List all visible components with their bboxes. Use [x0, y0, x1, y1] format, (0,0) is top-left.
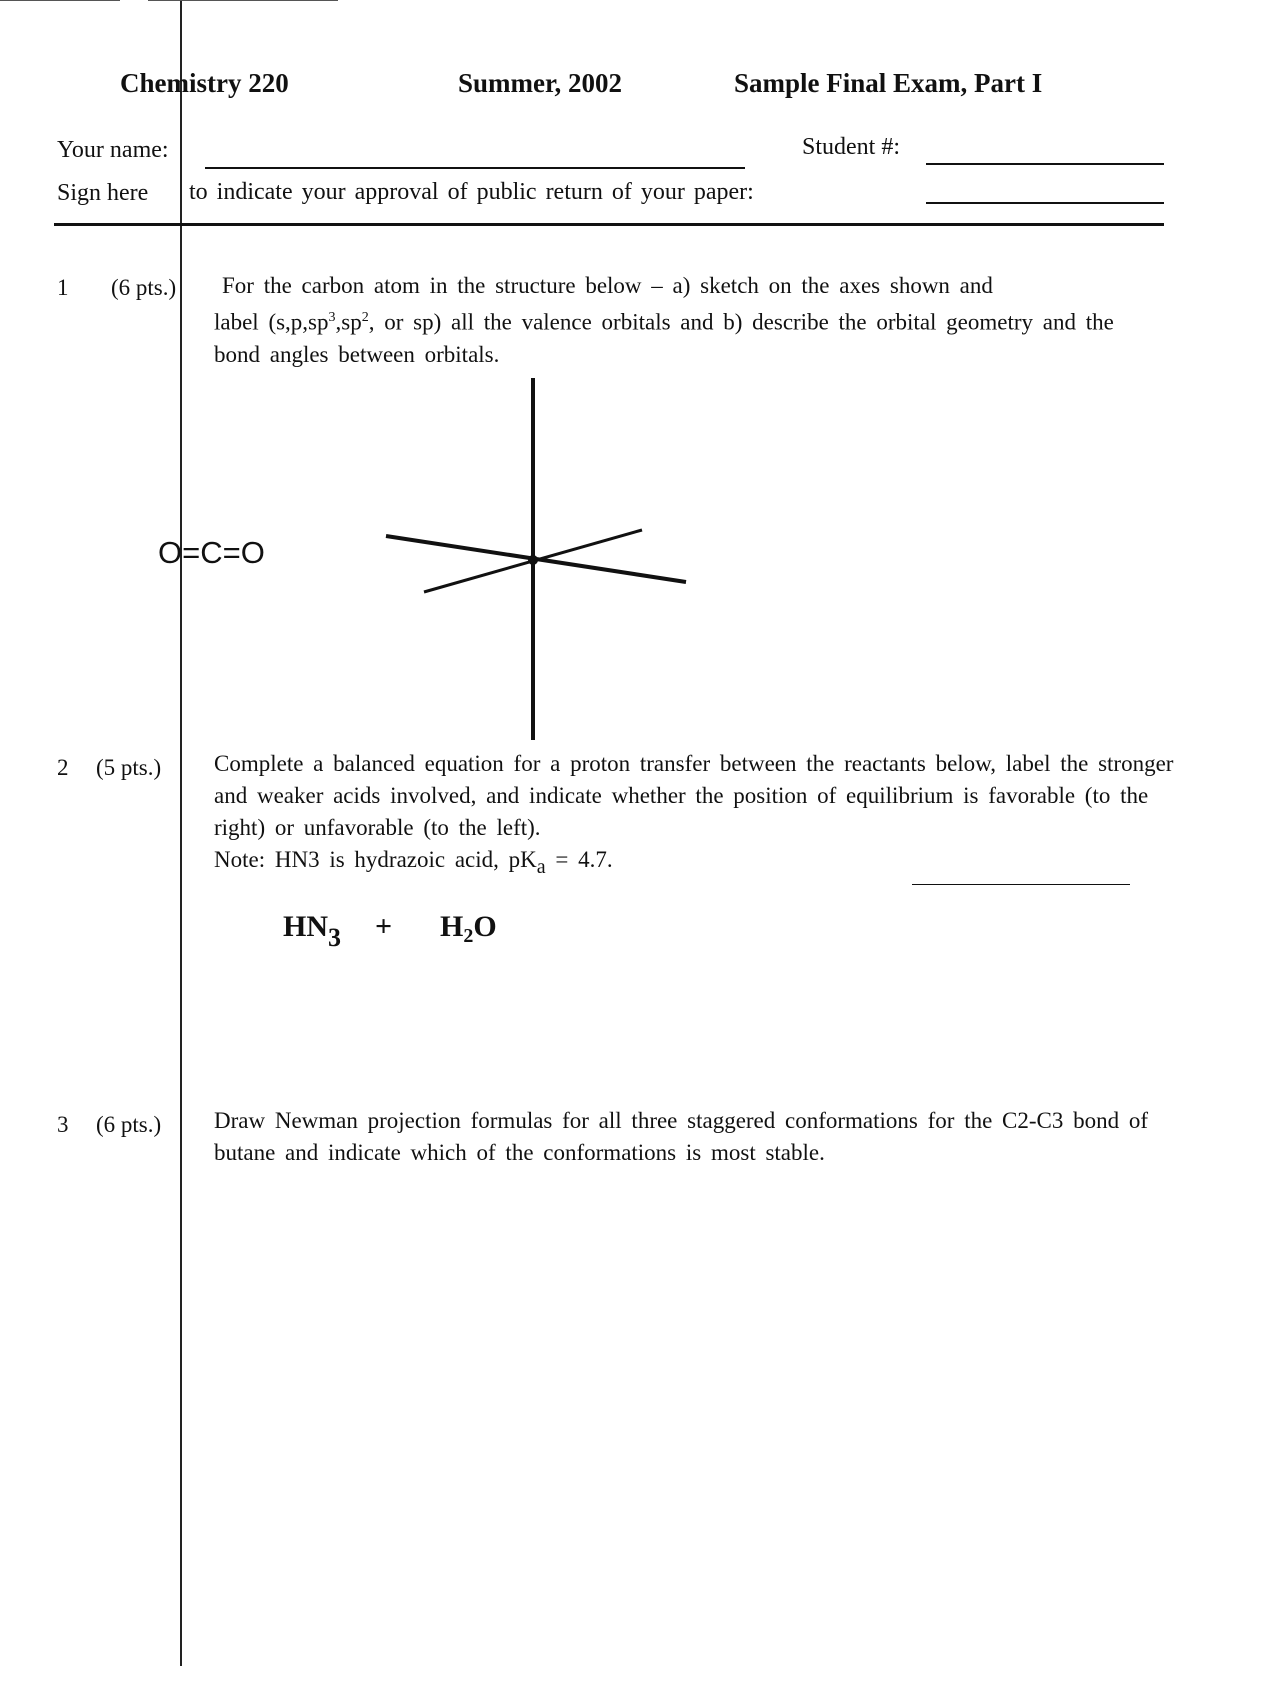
reactant-2-text: H: [440, 910, 464, 943]
note-sub: a: [536, 856, 546, 878]
scan-dash: [912, 884, 1130, 885]
question-1-points: (6 pts.): [111, 275, 177, 300]
plus-sign: +: [374, 910, 393, 943]
question-2-note: [214, 844, 1174, 883]
label-suffix: , or sp) all the valence orbitals and b) describe the orbital geometry and the bond angles between orbitals.: [214, 309, 1114, 367]
margin-line: [180, 0, 182, 1666]
orbital-axes: [380, 370, 700, 750]
question-1-line1: For the carbon atom in the structure below – a) sketch on the axes shown and: [222, 273, 993, 298]
course-title: Chemistry 220: [120, 68, 289, 98]
sign-instruction: to indicate your approval of public return of your paper:: [189, 179, 754, 205]
student-number-line[interactable]: [926, 163, 1164, 165]
label-prefix: label (s,p,sp: [214, 309, 329, 335]
reactant-2-sub: 2: [463, 925, 474, 947]
label-mid: ,sp: [335, 309, 362, 335]
reactant-1-text: HN: [283, 910, 328, 943]
origin-point: [528, 555, 538, 565]
question-1-number: 1: [57, 275, 69, 300]
note-prefix: Note: HN3 is hydrazoic acid, pK: [214, 847, 537, 872]
question-3-number: 3: [57, 1112, 69, 1137]
note-suffix: = 4.7.: [545, 847, 613, 872]
question-2-body: Complete a balanced equation for a proton transfer between the reactants below, label the stronger and weaker acids involved, and indicate whether the position of equilibrium is favorable (to the right) or unfavorable (to the left).: [214, 751, 1174, 840]
exam-title: Sample Final Exam, Part I: [734, 68, 1043, 98]
header-rule: [54, 223, 1164, 226]
question-2-points: (5 pts.): [96, 755, 162, 780]
name-label: Your name:: [57, 137, 169, 163]
sign-label: Sign here: [57, 180, 149, 206]
scan-mark: [148, 0, 338, 1]
question-2-text: [214, 748, 1174, 883]
co2-structure: O=C=O: [158, 535, 265, 570]
question-2-number: 2: [57, 755, 69, 780]
reactant-h2o: [440, 910, 497, 947]
reaction-equation: [283, 910, 497, 953]
sup-3: 3: [328, 310, 336, 325]
sup-2: 2: [361, 310, 369, 325]
question-3-text: Draw Newman projection formulas for all three staggered conformations for the C2-C3 bond of butane and indicate which of the conformations is most stable.: [214, 1108, 1149, 1165]
student-number-label: Student #:: [802, 134, 901, 160]
question-1-body: [214, 302, 1164, 371]
reactant-hn3: [283, 910, 341, 952]
reactant-2-end: O: [473, 910, 497, 943]
reactant-1-sub: 3: [328, 923, 341, 952]
scan-mark: [0, 0, 120, 1]
sign-line[interactable]: [926, 202, 1164, 204]
question-3-points: (6 pts.): [96, 1112, 162, 1137]
term-title: Summer, 2002: [458, 68, 623, 98]
question-1-text: [214, 270, 1164, 371]
name-line[interactable]: [205, 167, 745, 169]
